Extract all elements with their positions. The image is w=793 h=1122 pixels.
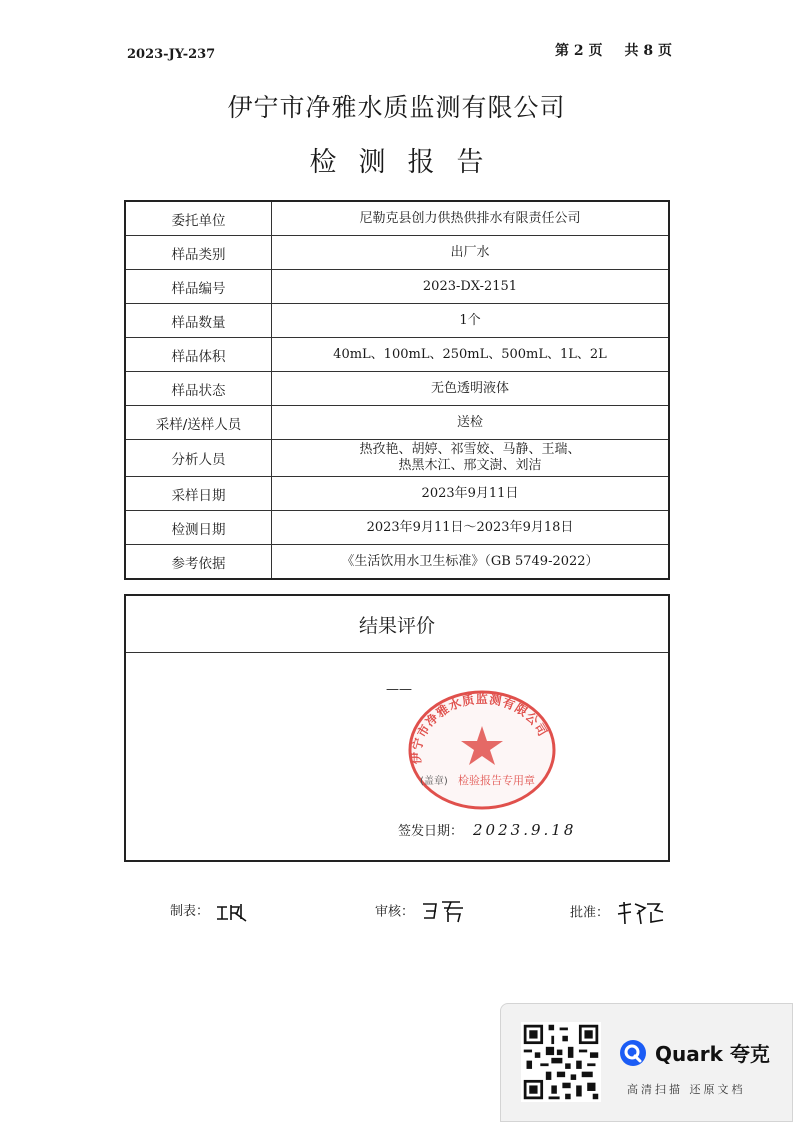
row-label: 检测日期 (125, 511, 272, 545)
result-content: —— (386, 682, 412, 697)
row-label: 参考依据 (125, 545, 272, 580)
issue-date-handwritten: 2023.9.18 (473, 821, 577, 839)
approved-by (570, 900, 667, 926)
reviewed-by (375, 900, 466, 924)
stamp-note: (盖章) (420, 776, 448, 787)
analyst-line-1: 热孜艳、胡婷、祁雪姣、马静、王瑞、 (359, 442, 581, 457)
row-value: 2023-DX-2151 (272, 270, 670, 304)
table-row (125, 236, 669, 270)
table-row (125, 440, 669, 477)
row-label: 分析人员 (125, 440, 272, 477)
company-name: 伊宁市净雅水质监测有限公司 (227, 93, 566, 122)
page-indicator (555, 40, 672, 60)
row-value: 《生活饮用水卫生标准》（GB 5749-2022） (272, 545, 670, 580)
report-code: 2023-JY-237 (127, 47, 216, 62)
table-row (125, 545, 669, 580)
row-label: 样品类别 (125, 236, 272, 270)
row-label: 样品数量 (125, 304, 272, 338)
analyst-line-2: 热黑木江、邢文澍、刘洁 (398, 458, 542, 473)
approved-signature (615, 900, 667, 926)
row-label: 样品状态 (125, 372, 272, 406)
row-value: 无色透明液体 (272, 372, 670, 406)
result-evaluation-box (124, 594, 670, 862)
quark-logo (619, 1038, 770, 1067)
page-number: 第 2 页 (555, 43, 603, 59)
reviewed-signature (420, 900, 466, 924)
row-label: 样品编号 (125, 270, 272, 304)
page-total: 共 8 页 (624, 43, 672, 59)
result-title: 结果评价 (126, 596, 668, 653)
quark-brand: Quark 夸克 (655, 1042, 770, 1066)
issue-date (398, 820, 576, 839)
seal-arc-text: 伊宁市净雅水质监测有限公司 (409, 692, 551, 765)
row-value: 2023年9月11日～2023年9月18日 (272, 511, 670, 545)
scanner-watermark (500, 1003, 793, 1122)
table-row (125, 477, 669, 511)
seal-label: 检验报告专用章 (458, 774, 535, 787)
official-seal-stamp (396, 684, 566, 812)
qr-code-icon (521, 1022, 601, 1102)
row-value: 送检 (272, 406, 670, 440)
row-label: 采样/送样人员 (125, 406, 272, 440)
table-row (125, 338, 669, 372)
table-row (125, 304, 669, 338)
table-row (125, 372, 669, 406)
table-row (125, 511, 669, 545)
document-title: 检测报告 (309, 147, 506, 178)
approved-label: 批准： (570, 905, 610, 921)
row-value: 出厂水 (272, 236, 670, 270)
row-label: 样品体积 (125, 338, 272, 372)
table-row (125, 406, 669, 440)
row-value: 1个 (272, 304, 670, 338)
prepared-by (170, 900, 249, 923)
row-value: 尼勒克县创力供热供排水有限责任公司 (272, 201, 670, 236)
table-row (125, 270, 669, 304)
quark-tagline: 高清扫描 还原文档 (627, 1083, 746, 1096)
row-label: 采样日期 (125, 477, 272, 511)
table-row (125, 201, 669, 236)
prepared-label: 制表： (170, 904, 210, 919)
row-value: 2023年9月11日 (272, 477, 670, 511)
row-value: 40mL、100mL、250mL、500mL、1L、2L (272, 338, 670, 372)
issue-date-label: 签发日期： (398, 824, 464, 839)
row-value-multiline (272, 440, 670, 477)
quark-logo-icon (619, 1039, 647, 1067)
reviewed-label: 审核： (375, 904, 415, 920)
sample-info-table (124, 200, 670, 580)
row-label: 委托单位 (125, 201, 272, 236)
prepared-signature (215, 901, 249, 923)
